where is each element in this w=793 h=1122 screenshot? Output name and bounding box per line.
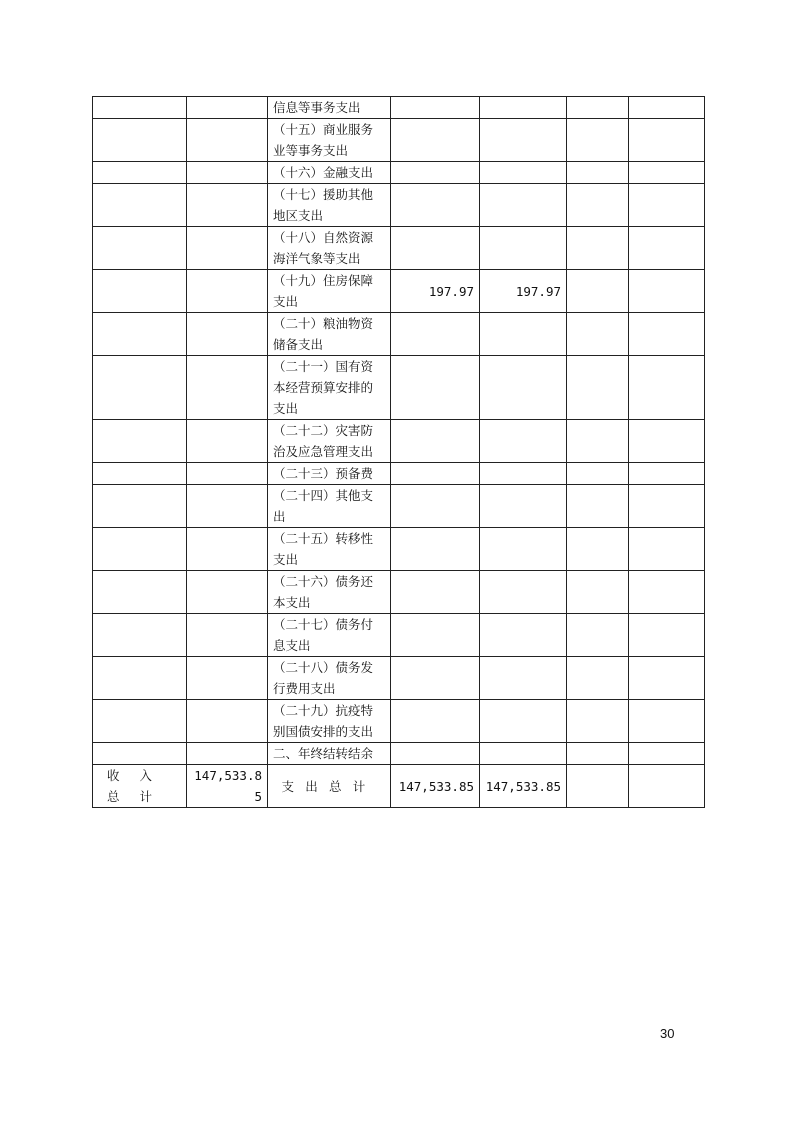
table-cell-empty <box>629 97 705 119</box>
table-body <box>93 97 705 808</box>
table-row <box>93 184 705 227</box>
expense-amount-1 <box>391 97 480 119</box>
expense-amount-1 <box>391 657 480 700</box>
table-cell-empty <box>567 657 629 700</box>
table-row <box>93 657 705 700</box>
expense-amount-2: 197.97 <box>480 270 567 313</box>
expense-total-label: 支出总计 <box>268 765 391 808</box>
income-amount-cell <box>187 420 268 463</box>
expense-total-value-1: 147,533.85 <box>391 765 480 808</box>
table-cell-empty <box>567 227 629 270</box>
table-row <box>93 463 705 485</box>
table-row <box>93 119 705 162</box>
income-amount-cell <box>187 528 268 571</box>
table-cell-empty <box>567 571 629 614</box>
table-cell-empty <box>567 528 629 571</box>
expense-amount-2 <box>480 528 567 571</box>
expense-amount-1 <box>391 571 480 614</box>
expense-amount-1 <box>391 463 480 485</box>
income-amount-cell <box>187 614 268 657</box>
table-cell-empty <box>629 463 705 485</box>
table-cell-empty <box>567 765 629 808</box>
income-total-label-line2: 总计 <box>106 789 172 804</box>
table-cell-empty <box>567 743 629 765</box>
expense-amount-1 <box>391 227 480 270</box>
income-amount-cell <box>187 700 268 743</box>
table-cell-empty <box>629 119 705 162</box>
expense-item-label: （十五）商业服务业等事务支出 <box>268 119 391 162</box>
expense-amount-2 <box>480 356 567 420</box>
expense-amount-2 <box>480 614 567 657</box>
expense-amount-2 <box>480 700 567 743</box>
expense-amount-2 <box>480 743 567 765</box>
income-item-cell <box>93 119 187 162</box>
expense-amount-1 <box>391 162 480 184</box>
table-cell-empty <box>567 356 629 420</box>
expense-amount-1 <box>391 119 480 162</box>
expense-item-label: （十九）住房保障支出 <box>268 270 391 313</box>
table-row <box>93 227 705 270</box>
table-row <box>93 97 705 119</box>
table-row <box>93 571 705 614</box>
table-cell-empty <box>629 614 705 657</box>
table-cell-empty <box>567 485 629 528</box>
income-item-cell <box>93 184 187 227</box>
expense-amount-1 <box>391 614 480 657</box>
expense-item-label: （二十五）转移性支出 <box>268 528 391 571</box>
expense-amount-2 <box>480 420 567 463</box>
income-item-cell <box>93 97 187 119</box>
expense-amount-1: 197.97 <box>391 270 480 313</box>
table-row <box>93 614 705 657</box>
expense-item-label: （十七）援助其他地区支出 <box>268 184 391 227</box>
expense-amount-1 <box>391 356 480 420</box>
table-row <box>93 700 705 743</box>
income-item-cell <box>93 743 187 765</box>
income-total-value: 147,533.85 <box>187 765 268 808</box>
table-cell-empty <box>629 657 705 700</box>
expense-item-label: （二十八）债务发行费用支出 <box>268 657 391 700</box>
income-amount-cell <box>187 571 268 614</box>
page-number: 30 <box>660 1026 675 1041</box>
expense-amount-2 <box>480 162 567 184</box>
table-cell-empty <box>567 313 629 356</box>
table-row <box>93 356 705 420</box>
total-row <box>93 765 705 808</box>
table-cell-empty <box>567 700 629 743</box>
expense-amount-2 <box>480 313 567 356</box>
income-amount-cell <box>187 227 268 270</box>
table-cell-empty <box>629 528 705 571</box>
income-amount-cell <box>187 356 268 420</box>
table-cell-empty <box>629 184 705 227</box>
expense-amount-2 <box>480 97 567 119</box>
income-amount-cell <box>187 485 268 528</box>
income-item-cell <box>93 463 187 485</box>
table-cell-empty <box>629 313 705 356</box>
income-amount-cell <box>187 743 268 765</box>
table-cell-empty <box>629 227 705 270</box>
income-item-cell <box>93 571 187 614</box>
budget-table <box>92 96 705 808</box>
expense-amount-2 <box>480 184 567 227</box>
table-row <box>93 162 705 184</box>
table-cell-empty <box>567 270 629 313</box>
income-amount-cell <box>187 119 268 162</box>
expense-amount-1 <box>391 313 480 356</box>
expense-item-label: （二十）粮油物资储备支出 <box>268 313 391 356</box>
income-total-label-cell <box>93 765 187 808</box>
table-cell-empty <box>629 270 705 313</box>
expense-amount-1 <box>391 700 480 743</box>
expense-amount-1 <box>391 420 480 463</box>
income-item-cell <box>93 420 187 463</box>
expense-amount-2 <box>480 485 567 528</box>
expense-item-label: （二十一）国有资本经营预算安排的支出 <box>268 356 391 420</box>
expense-item-label: 信息等事务支出 <box>268 97 391 119</box>
income-item-cell <box>93 528 187 571</box>
table-cell-empty <box>629 356 705 420</box>
income-item-cell <box>93 485 187 528</box>
table-row <box>93 420 705 463</box>
income-amount-cell <box>187 313 268 356</box>
income-amount-cell <box>187 657 268 700</box>
table-row <box>93 270 705 313</box>
expense-item-label: （二十六）债务还本支出 <box>268 571 391 614</box>
income-item-cell <box>93 614 187 657</box>
table-cell-empty <box>567 119 629 162</box>
table-cell-empty <box>629 485 705 528</box>
income-item-cell <box>93 270 187 313</box>
expense-amount-1 <box>391 528 480 571</box>
expense-item-label: （二十四）其他支出 <box>268 485 391 528</box>
income-amount-cell <box>187 270 268 313</box>
table-row <box>93 485 705 528</box>
income-amount-cell <box>187 162 268 184</box>
table-cell-empty <box>567 184 629 227</box>
income-item-cell <box>93 657 187 700</box>
expense-item-label: （二十二）灾害防治及应急管理支出 <box>268 420 391 463</box>
table-cell-empty <box>567 162 629 184</box>
income-item-cell <box>93 227 187 270</box>
expense-item-label: （二十九）抗疫特别国债安排的支出 <box>268 700 391 743</box>
table-row <box>93 743 705 765</box>
expense-amount-2 <box>480 119 567 162</box>
table-cell-empty <box>567 463 629 485</box>
expense-amount-2 <box>480 657 567 700</box>
table-cell-empty <box>629 420 705 463</box>
income-item-cell <box>93 700 187 743</box>
income-amount-cell <box>187 97 268 119</box>
expense-item-label: （十八）自然资源海洋气象等支出 <box>268 227 391 270</box>
income-amount-cell <box>187 463 268 485</box>
table-cell-empty <box>567 420 629 463</box>
expense-total-value-2: 147,533.85 <box>480 765 567 808</box>
table-cell-empty <box>567 614 629 657</box>
table-cell-empty <box>629 765 705 808</box>
expense-item-label: 二、年终结转结余 <box>268 743 391 765</box>
expense-item-label: （二十七）债务付息支出 <box>268 614 391 657</box>
table-cell-empty <box>629 162 705 184</box>
expense-amount-1 <box>391 743 480 765</box>
expense-amount-2 <box>480 571 567 614</box>
income-total-label-line1: 收入 <box>106 768 172 783</box>
table-row <box>93 528 705 571</box>
expense-amount-1 <box>391 485 480 528</box>
income-amount-cell <box>187 184 268 227</box>
income-item-cell <box>93 356 187 420</box>
table-row <box>93 313 705 356</box>
expense-amount-2 <box>480 463 567 485</box>
table-cell-empty <box>629 743 705 765</box>
table-cell-empty <box>567 97 629 119</box>
table-cell-empty <box>629 571 705 614</box>
table-cell-empty <box>629 700 705 743</box>
income-item-cell <box>93 162 187 184</box>
income-item-cell <box>93 313 187 356</box>
expense-amount-1 <box>391 184 480 227</box>
expense-item-label: （十六）金融支出 <box>268 162 391 184</box>
expense-amount-2 <box>480 227 567 270</box>
expense-item-label: （二十三）预备费 <box>268 463 391 485</box>
